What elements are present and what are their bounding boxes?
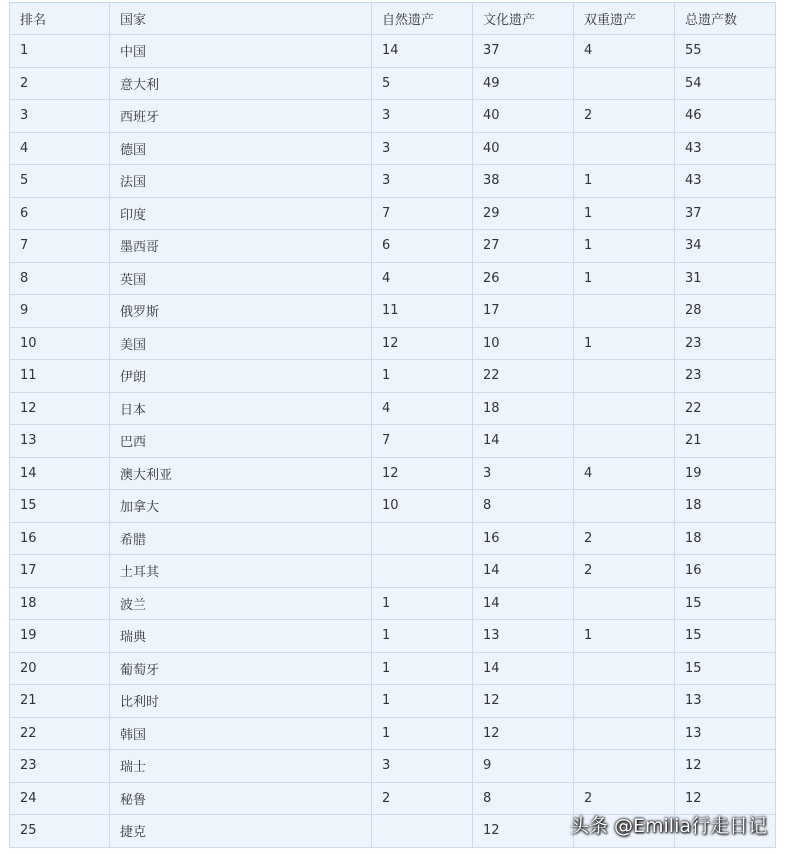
- cell-mixed: 1: [574, 230, 675, 263]
- cell-total: 23: [675, 327, 776, 360]
- cell-country: 墨西哥: [110, 230, 372, 263]
- cell-mixed: 4: [574, 457, 675, 490]
- cell-cultural: 22: [473, 360, 574, 393]
- cell-rank: 16: [10, 522, 110, 555]
- cell-rank: 5: [10, 165, 110, 198]
- cell-country: 秘鲁: [110, 782, 372, 815]
- cell-natural: 7: [372, 425, 473, 458]
- table-row: [10, 652, 776, 685]
- cell-country: 伊朗: [110, 360, 372, 393]
- cell-natural: 1: [372, 360, 473, 393]
- cell-natural: [372, 555, 473, 588]
- cell-rank: 2: [10, 67, 110, 100]
- cell-country: 巴西: [110, 425, 372, 458]
- cell-rank: 3: [10, 100, 110, 133]
- cell-rank: 18: [10, 587, 110, 620]
- cell-natural: 1: [372, 652, 473, 685]
- cell-cultural: 29: [473, 197, 574, 230]
- cell-rank: 24: [10, 782, 110, 815]
- header-country: 国家: [110, 3, 372, 35]
- cell-cultural: 8: [473, 782, 574, 815]
- table-header-row: [10, 3, 776, 35]
- cell-mixed: 2: [574, 522, 675, 555]
- cell-cultural: 10: [473, 327, 574, 360]
- cell-total: 12: [675, 750, 776, 783]
- header-mixed-heritage: 双重遗产: [574, 3, 675, 35]
- cell-total: 23: [675, 360, 776, 393]
- cell-rank: 21: [10, 685, 110, 718]
- cell-total: 54: [675, 67, 776, 100]
- table-row: [10, 490, 776, 523]
- cell-cultural: 14: [473, 652, 574, 685]
- cell-country: 英国: [110, 262, 372, 295]
- table-row: [10, 425, 776, 458]
- table-row: [10, 327, 776, 360]
- cell-natural: 1: [372, 717, 473, 750]
- table-row: [10, 360, 776, 393]
- cell-country: 韩国: [110, 717, 372, 750]
- cell-mixed: [574, 587, 675, 620]
- cell-natural: 1: [372, 685, 473, 718]
- cell-total: 46: [675, 100, 776, 133]
- table-row: [10, 132, 776, 165]
- cell-cultural: 38: [473, 165, 574, 198]
- cell-country: 葡萄牙: [110, 652, 372, 685]
- cell-rank: 4: [10, 132, 110, 165]
- table-row: [10, 262, 776, 295]
- cell-total: 37: [675, 197, 776, 230]
- cell-natural: 1: [372, 620, 473, 653]
- cell-country: 德国: [110, 132, 372, 165]
- cell-rank: 22: [10, 717, 110, 750]
- cell-total: 22: [675, 392, 776, 425]
- header-rank: 排名: [10, 3, 110, 35]
- cell-natural: 11: [372, 295, 473, 328]
- cell-mixed: [574, 425, 675, 458]
- cell-cultural: 14: [473, 555, 574, 588]
- cell-rank: 23: [10, 750, 110, 783]
- table-row: [10, 750, 776, 783]
- cell-natural: 1: [372, 587, 473, 620]
- table-row: [10, 522, 776, 555]
- table-row: [10, 555, 776, 588]
- cell-total: 18: [675, 522, 776, 555]
- cell-cultural: 27: [473, 230, 574, 263]
- cell-natural: 12: [372, 327, 473, 360]
- cell-total: 21: [675, 425, 776, 458]
- cell-natural: 3: [372, 132, 473, 165]
- cell-total: 55: [675, 35, 776, 68]
- cell-natural: [372, 522, 473, 555]
- cell-country: 中国: [110, 35, 372, 68]
- cell-mixed: [574, 717, 675, 750]
- table-row: [10, 67, 776, 100]
- table-body: [10, 35, 776, 848]
- cell-mixed: 2: [574, 555, 675, 588]
- cell-rank: 7: [10, 230, 110, 263]
- table-row: [10, 295, 776, 328]
- cell-natural: 4: [372, 262, 473, 295]
- cell-total: 19: [675, 457, 776, 490]
- cell-total: 15: [675, 652, 776, 685]
- cell-mixed: 1: [574, 262, 675, 295]
- cell-natural: 12: [372, 457, 473, 490]
- table-row: [10, 587, 776, 620]
- cell-country: 美国: [110, 327, 372, 360]
- table-row: [10, 230, 776, 263]
- header-total-heritage: 总遗产数: [675, 3, 776, 35]
- cell-natural: 3: [372, 165, 473, 198]
- table-row: [10, 165, 776, 198]
- cell-natural: 7: [372, 197, 473, 230]
- table-row: [10, 717, 776, 750]
- header-cultural-heritage: 文化遗产: [473, 3, 574, 35]
- cell-cultural: 49: [473, 67, 574, 100]
- cell-total: 28: [675, 295, 776, 328]
- table-row: [10, 457, 776, 490]
- cell-rank: 6: [10, 197, 110, 230]
- cell-rank: 13: [10, 425, 110, 458]
- table-row: [10, 685, 776, 718]
- cell-country: 意大利: [110, 67, 372, 100]
- cell-country: 西班牙: [110, 100, 372, 133]
- cell-country: 波兰: [110, 587, 372, 620]
- cell-mixed: 2: [574, 782, 675, 815]
- cell-country: 澳大利亚: [110, 457, 372, 490]
- cell-country: 捷克: [110, 815, 372, 848]
- cell-rank: 9: [10, 295, 110, 328]
- cell-country: 日本: [110, 392, 372, 425]
- table-row: [10, 392, 776, 425]
- cell-mixed: [574, 67, 675, 100]
- cell-mixed: 1: [574, 620, 675, 653]
- cell-natural: 10: [372, 490, 473, 523]
- cell-country: 希腊: [110, 522, 372, 555]
- cell-natural: 5: [372, 67, 473, 100]
- cell-cultural: 12: [473, 685, 574, 718]
- cell-cultural: 18: [473, 392, 574, 425]
- cell-rank: 8: [10, 262, 110, 295]
- cell-mixed: 1: [574, 197, 675, 230]
- watermark-text: 头条 @Emilia行走日记: [569, 815, 767, 837]
- cell-cultural: 12: [473, 815, 574, 848]
- cell-mixed: [574, 295, 675, 328]
- header-natural-heritage: 自然遗产: [372, 3, 473, 35]
- cell-country: 俄罗斯: [110, 295, 372, 328]
- cell-rank: 15: [10, 490, 110, 523]
- table-row: [10, 620, 776, 653]
- cell-rank: 1: [10, 35, 110, 68]
- cell-total: 15: [675, 620, 776, 653]
- cell-rank: 19: [10, 620, 110, 653]
- cell-rank: 14: [10, 457, 110, 490]
- cell-cultural: 14: [473, 587, 574, 620]
- cell-cultural: 16: [473, 522, 574, 555]
- cell-mixed: [574, 360, 675, 393]
- cell-country: 土耳其: [110, 555, 372, 588]
- cell-rank: 11: [10, 360, 110, 393]
- cell-mixed: 4: [574, 35, 675, 68]
- cell-natural: [372, 815, 473, 848]
- cell-total: 43: [675, 132, 776, 165]
- cell-natural: 14: [372, 35, 473, 68]
- cell-natural: 4: [372, 392, 473, 425]
- cell-mixed: [574, 392, 675, 425]
- cell-cultural: 40: [473, 132, 574, 165]
- cell-rank: 17: [10, 555, 110, 588]
- cell-cultural: 37: [473, 35, 574, 68]
- cell-natural: 2: [372, 782, 473, 815]
- cell-mixed: [574, 685, 675, 718]
- cell-country: 瑞士: [110, 750, 372, 783]
- cell-cultural: 3: [473, 457, 574, 490]
- cell-cultural: 14: [473, 425, 574, 458]
- cell-mixed: 2: [574, 100, 675, 133]
- cell-natural: 3: [372, 750, 473, 783]
- cell-total: 43: [675, 165, 776, 198]
- cell-mixed: 1: [574, 165, 675, 198]
- cell-total: 16: [675, 555, 776, 588]
- cell-total: 13: [675, 685, 776, 718]
- cell-total: 12: [675, 782, 776, 815]
- cell-total: 15: [675, 587, 776, 620]
- cell-total: 31: [675, 262, 776, 295]
- cell-cultural: 26: [473, 262, 574, 295]
- table-row: [10, 197, 776, 230]
- cell-country: 比利时: [110, 685, 372, 718]
- cell-country: 印度: [110, 197, 372, 230]
- cell-cultural: 40: [473, 100, 574, 133]
- cell-country: 法国: [110, 165, 372, 198]
- cell-country: 加拿大: [110, 490, 372, 523]
- cell-natural: 3: [372, 100, 473, 133]
- cell-rank: 12: [10, 392, 110, 425]
- cell-mixed: [574, 490, 675, 523]
- cell-natural: 6: [372, 230, 473, 263]
- cell-cultural: 12: [473, 717, 574, 750]
- table-row: [10, 782, 776, 815]
- table-row: [10, 100, 776, 133]
- cell-cultural: 17: [473, 295, 574, 328]
- heritage-ranking-table: [9, 2, 776, 848]
- cell-cultural: 8: [473, 490, 574, 523]
- cell-cultural: 13: [473, 620, 574, 653]
- cell-country: 瑞典: [110, 620, 372, 653]
- cell-mixed: [574, 132, 675, 165]
- cell-total: 18: [675, 490, 776, 523]
- cell-total: 13: [675, 717, 776, 750]
- table-row: [10, 35, 776, 68]
- cell-mixed: 1: [574, 327, 675, 360]
- cell-rank: 25: [10, 815, 110, 848]
- cell-mixed: [574, 652, 675, 685]
- cell-rank: 20: [10, 652, 110, 685]
- cell-mixed: [574, 750, 675, 783]
- cell-rank: 10: [10, 327, 110, 360]
- heritage-table-container: [9, 2, 775, 848]
- cell-cultural: 9: [473, 750, 574, 783]
- cell-total: 34: [675, 230, 776, 263]
